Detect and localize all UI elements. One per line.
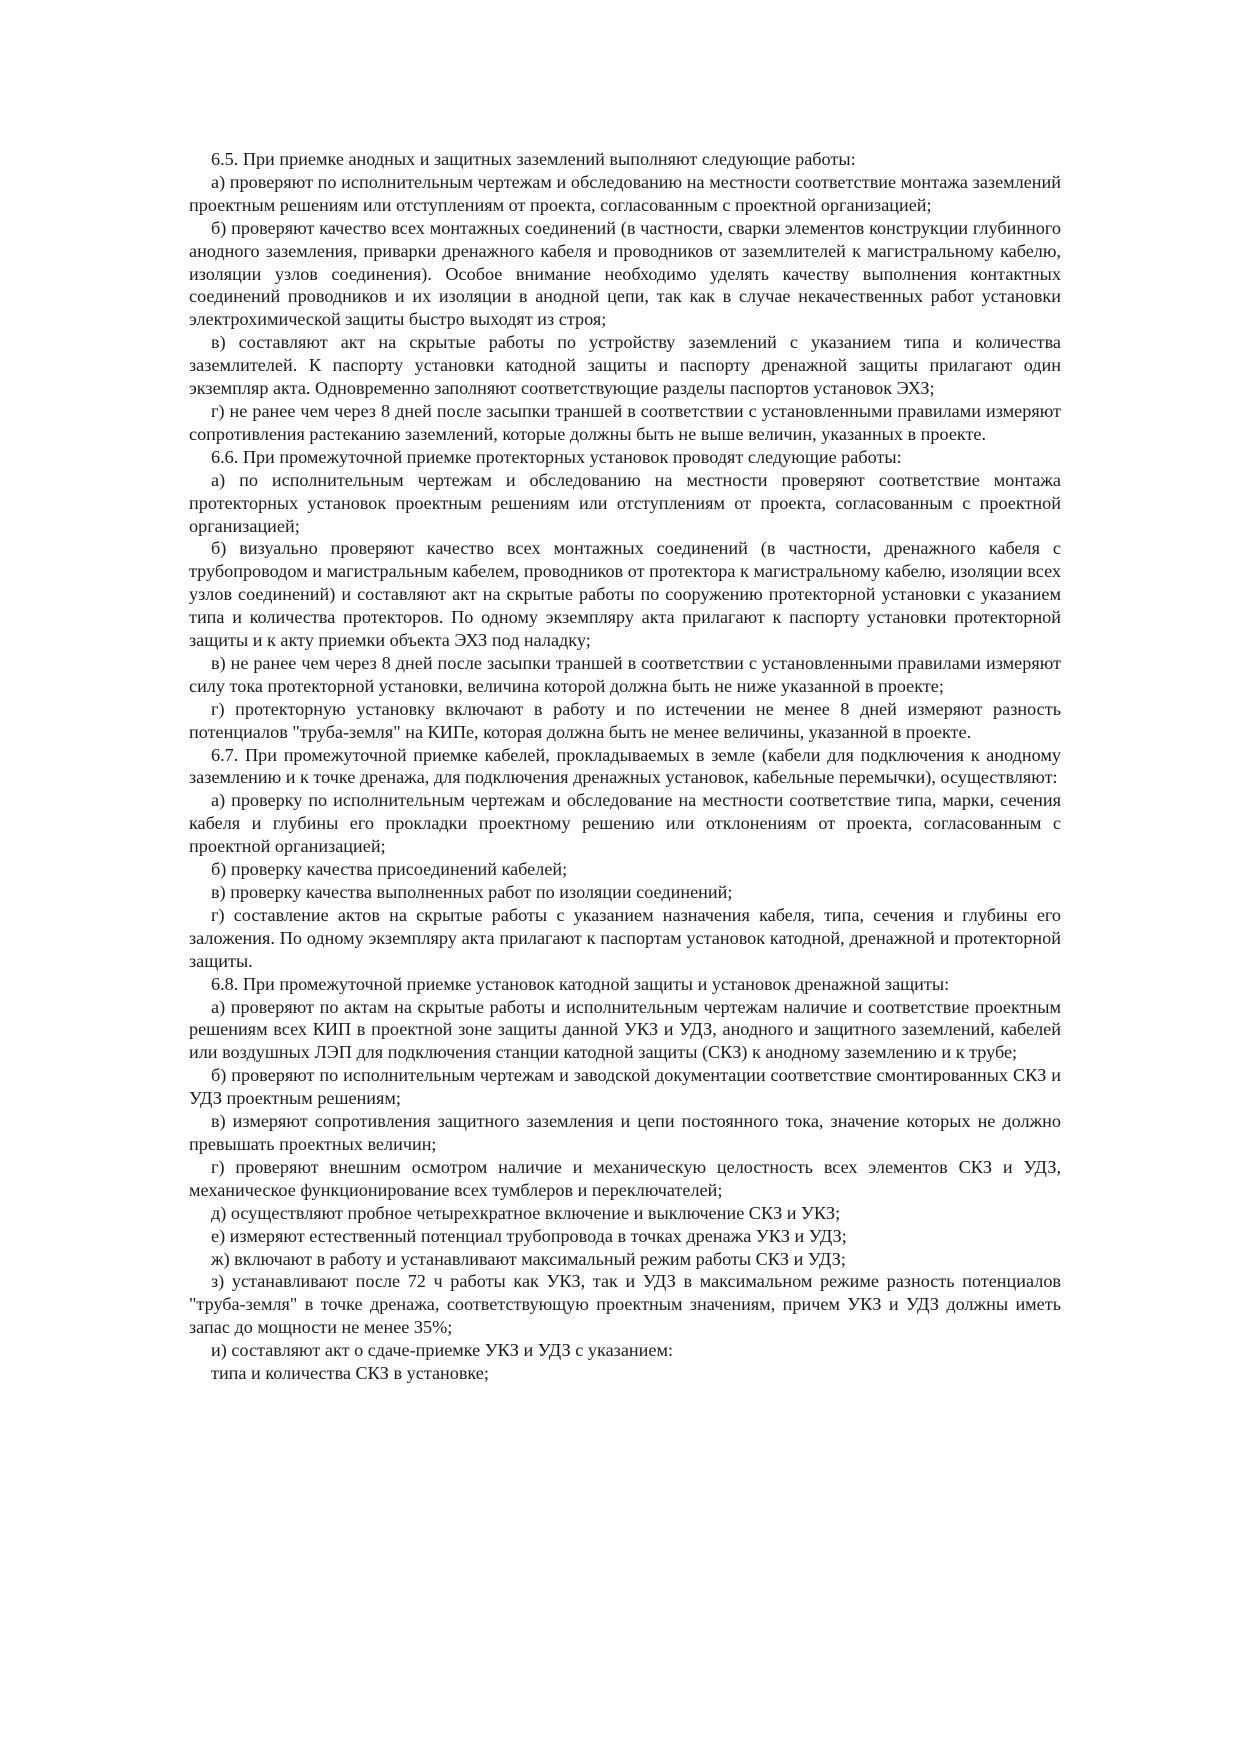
paragraph-6-6-b: б) визуально проверяют качество всех монтажных соединений (в частности, дренажного кабеля с трубопроводом и магистральным кабелем, проводников от протектора к магистральному кабелю, изоляции всех узлов соединений) и составляют акт на скрытые работы по сооружению протекторной установки с указанием типа и количества протекторов. По одному экземпляру акта прилагают к паспорту установки протекторной защиты и к акту приемки объекта ЭХЗ под наладку;	[189, 538, 1061, 651]
document-page	[189, 148, 1061, 1385]
paragraph-6-7-v: в) проверку качества выполненных работ по изоляции соединений;	[211, 882, 733, 902]
paragraph-6-5-b: б) проверяют качество всех монтажных соединений (в частности, сварки элементов конструкции глубинного анодного заземления, приварки дренажного кабеля и проводников от заземлителей к магистральному кабелю, изоляции узлов соединения). Особое внимание необходимо уделять качеству выполнения контактных соединений проводников и их изоляции в анодной цепи, так как в случае некачественных работ установки электрохимической защиты быстро выходят из строя;	[189, 217, 1061, 330]
paragraph-6-5: 6.5. При приемке анодных и защитных заземлений выполняют следующие работы:	[211, 149, 856, 169]
paragraph-6-7-b: б) проверку качества присоединений кабелей;	[211, 859, 568, 880]
paragraph-6-8-b: б) проверяют по исполнительным чертежам и заводской документации соответствие смонтированных СКЗ и УДЗ проектным решениям;	[189, 1065, 1061, 1109]
paragraph-6-8-v: в) измеряют сопротивления защитного заземления и цепи постоянного тока, значение которых не должно превышать проектных величин;	[189, 1111, 1061, 1154]
paragraph-6-6-v: в) не ранее чем через 8 дней после засыпки траншей в соответствии с установленными правилами измеряют силу тока протекторной установки, величина которой должна быть не ниже указанной в проекте;	[189, 652, 1061, 696]
paragraph-6-8-zh: ж) включают в работу и устанавливают максимальный режим работы СКЗ и УДЗ;	[211, 1248, 846, 1269]
paragraph-6-8: 6.8. При промежуточной приемке установок катодной защиты и установок дренажной защиты:	[211, 973, 950, 994]
paragraph-6-7-a: а) проверку по исполнительным чертежам и обследование на местности соответствие типа, марки, сечения кабеля и глубины его прокладки проектному решению или отклонениям от проекта, согласованным с проектной организацией;	[189, 790, 1061, 857]
paragraph-6-8-g: г) проверяют внешним осмотром наличие и механическую целостность всех элементов СКЗ и УДЗ, механическое функционирование всех тумблеров и переключателей;	[189, 1156, 1061, 1200]
paragraph-6-5-v: в) составляют акт на скрытые работы по устройству заземлений с указанием типа и количества заземлителей. К паспорту установки катодной защиты и паспорту дренажной защиты прилагают один экземпляр акта. Одновременно заполняют соответствующие разделы паспортов установок ЭХЗ;	[189, 332, 1061, 399]
paragraph-6-8-e: е) измеряют естественный потенциал трубопровода в точках дренажа УКЗ и УДЗ;	[211, 1225, 847, 1246]
paragraph-6-7-g: г) составление актов на скрытые работы с указанием назначения кабеля, типа, сечения и глубины его заложения. По одному экземпляру акта прилагают к паспортам установок катодной, дренажной и протекторной защиты.	[189, 904, 1061, 971]
paragraph-6-6-g: г) протекторную установку включают в работу и по истечении не менее 8 дней измеряют разность потенциалов "труба-земля" на КИПе, которая должна быть не менее величины, указанной в проекте.	[189, 698, 1061, 742]
paragraph-6-8-i-item: типа и количества СКЗ в установке;	[211, 1363, 489, 1384]
paragraph-6-5-g: г) не ранее чем через 8 дней после засыпки траншей в соответствии с установленными правилами измеряют сопротивления растеканию заземлений, которые должны быть не выше величин, указанных в проекте.	[189, 400, 1061, 444]
paragraph-6-8-d: д) осуществляют пробное четырехкратное включение и выключение СКЗ и УКЗ;	[211, 1202, 841, 1223]
paragraph-6-5-a: а) проверяют по исполнительным чертежам и обследованию на местности соответствие монтажа заземлений проектным решениям или отступлениям от проекта, согласованным с проектной организацией;	[189, 171, 1061, 215]
paragraph-6-6-a: а) по исполнительным чертежам и обследованию на местности проверяют соответствие монтажа протекторных установок проектным решениям или отступлениям от проекта, согласованным с проектной организацией;	[189, 469, 1061, 536]
paragraph-6-7: 6.7. При промежуточной приемке кабелей, прокладываемых в земле (кабели для подключения к анодному заземлению и к точке дренажа, для подключения дренажных установок, кабельные перемычки), осуществляют:	[189, 744, 1061, 788]
paragraph-6-6: 6.6. При промежуточной приемке протекторных установок проводят следующие работы:	[211, 446, 902, 467]
paragraph-6-8-z: з) устанавливают после 72 ч работы как УКЗ, так и УДЗ в максимальном режиме разность потенциалов "труба-земля" в точке дренажа, соответствующую проектным значениям, причем УКЗ и УДЗ должны иметь запас до мощности не менее 35%;	[189, 1271, 1061, 1338]
paragraph-6-8-a: а) проверяют по актам на скрытые работы и исполнительным чертежам наличие и соответствие проектным решениям всех КИП в проектной зоне защиты данной УКЗ и УДЗ, анодного и защитного заземлений, кабелей или воздушных ЛЭП для подключения станции катодной защиты (СКЗ) к анодному заземлению и к трубе;	[189, 996, 1061, 1063]
paragraph-6-8-i: и) составляют акт о сдаче-приемке УКЗ и УДЗ с указанием:	[211, 1340, 674, 1361]
